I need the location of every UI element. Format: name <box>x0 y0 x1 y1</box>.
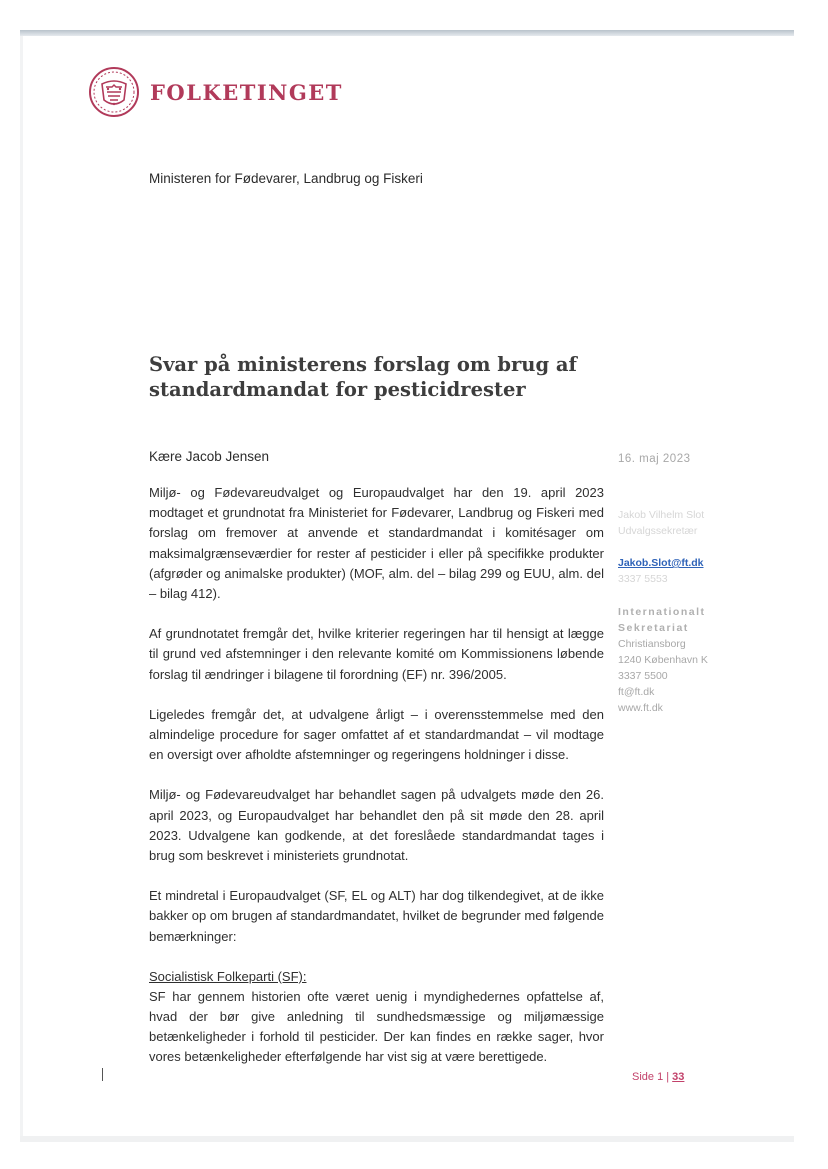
party-remarks-sf: SF har gennem historien ofte været uenig i myndighedernes opfattelse af, hvad der bør give anledning til sundhedsmæssige og miljømæssige betænkeligheder i forhold til pesticider. Der kan findes en række sager, hvor vores betænkeligheder efterfølgende har vist sig at være berettigede. <box>149 988 604 1065</box>
page-number <box>632 1071 684 1083</box>
address-building: Christiansborg <box>618 638 686 650</box>
contact-role: Udvalgssekretær <box>618 525 698 537</box>
letter-date: 16. maj 2023 <box>618 453 691 465</box>
brand-name: FOLKETINGET <box>150 79 343 105</box>
scan-top-border <box>20 30 794 36</box>
letter-title: Svar på ministerens forslag om brug af standardmandat for pesticidrester <box>149 353 577 401</box>
contact-name: Jakob Vilhelm Slot <box>618 509 705 521</box>
contact-phone: 3337 5553 <box>618 573 668 585</box>
contact-email-link[interactable]: Jakob.Slot@ft.dk <box>618 557 704 569</box>
paragraph-minority: Et mindretal i Europaudvalget (SF, EL og ALT) har dog tilkendegivet, at de ikke bakker op om brugen af standardmandatet, hvilket de begrunder med følgende bemærkninger: <box>149 888 604 944</box>
folketinget-logo <box>88 66 343 118</box>
scan-left-edge <box>20 36 23 1141</box>
paragraph-approval: Miljø- og Fødevareudvalget har behandlet sagen på udvalgets møde den 26. april 2023, og Europaudvalget har behandlet den på sit møde den 28. april 2023. Udvalgene kan godkende, at det foreslåede standardmandat tages i brug som beskrevet i ministeriets grundnotat. <box>149 787 604 864</box>
page-total: 33 <box>672 1071 685 1083</box>
coat-of-arms-seal-icon <box>88 66 140 118</box>
address-website: www.ft.dk <box>618 702 663 714</box>
address-email: ft@ft.dk <box>618 686 655 698</box>
greeting: Kære Jacob Jensen <box>149 449 270 464</box>
party-heading-sf: Socialistisk Folkeparti (SF): <box>149 968 307 984</box>
address-postal: 1240 København K <box>618 654 708 666</box>
department-line-2: Sekretariat <box>618 622 689 634</box>
paragraph-annual-overview: Ligeledes fremgår det, at udvalgene årligt – i overensstemmelse med den almindelige procedure for sager omfattet af et standardmandat – vil modtage en oversigt over afholdte afstemninger og regeringens holdninger i disse. <box>149 706 604 763</box>
recipient-line: Ministeren for Fødevarer, Landbrug og Fiskeri <box>149 171 423 186</box>
paragraph-received: Miljø- og Fødevareudvalget og Europaudvalget har den 19. april 2023 modtaget et grundnotat fra Ministeriet for Fødevarer, Landbrug og Fiskeri med forslag om fremover at anvende et standardmandat i komitésager om maksimalgrænseværdier for rester af pesticider i eller på specifikke produkter (afgrøder og animalske produkter) (MOF, alm. del – bilag 299 og EUU, alm. del – bilag 412). <box>149 485 604 602</box>
address-phone: 3337 5500 <box>618 670 668 682</box>
contact-block <box>618 507 738 587</box>
address-block <box>618 604 738 716</box>
department-line-1: Internationalt <box>618 606 706 618</box>
scan-bottom-edge <box>20 1136 794 1142</box>
footer-mark <box>102 1068 103 1081</box>
paragraph-criteria: Af grundnotatet fremgår det, hvilke kriterier regeringen har til hensigt at lægge til grund ved afstemninger i den relevante komité om Kommissionens løbende forslag til ændringer i bilagene til forordning (EF) nr. 396/2005. <box>149 626 604 682</box>
page-label: Side 1 | <box>632 1071 670 1083</box>
letter-body <box>149 449 604 1068</box>
